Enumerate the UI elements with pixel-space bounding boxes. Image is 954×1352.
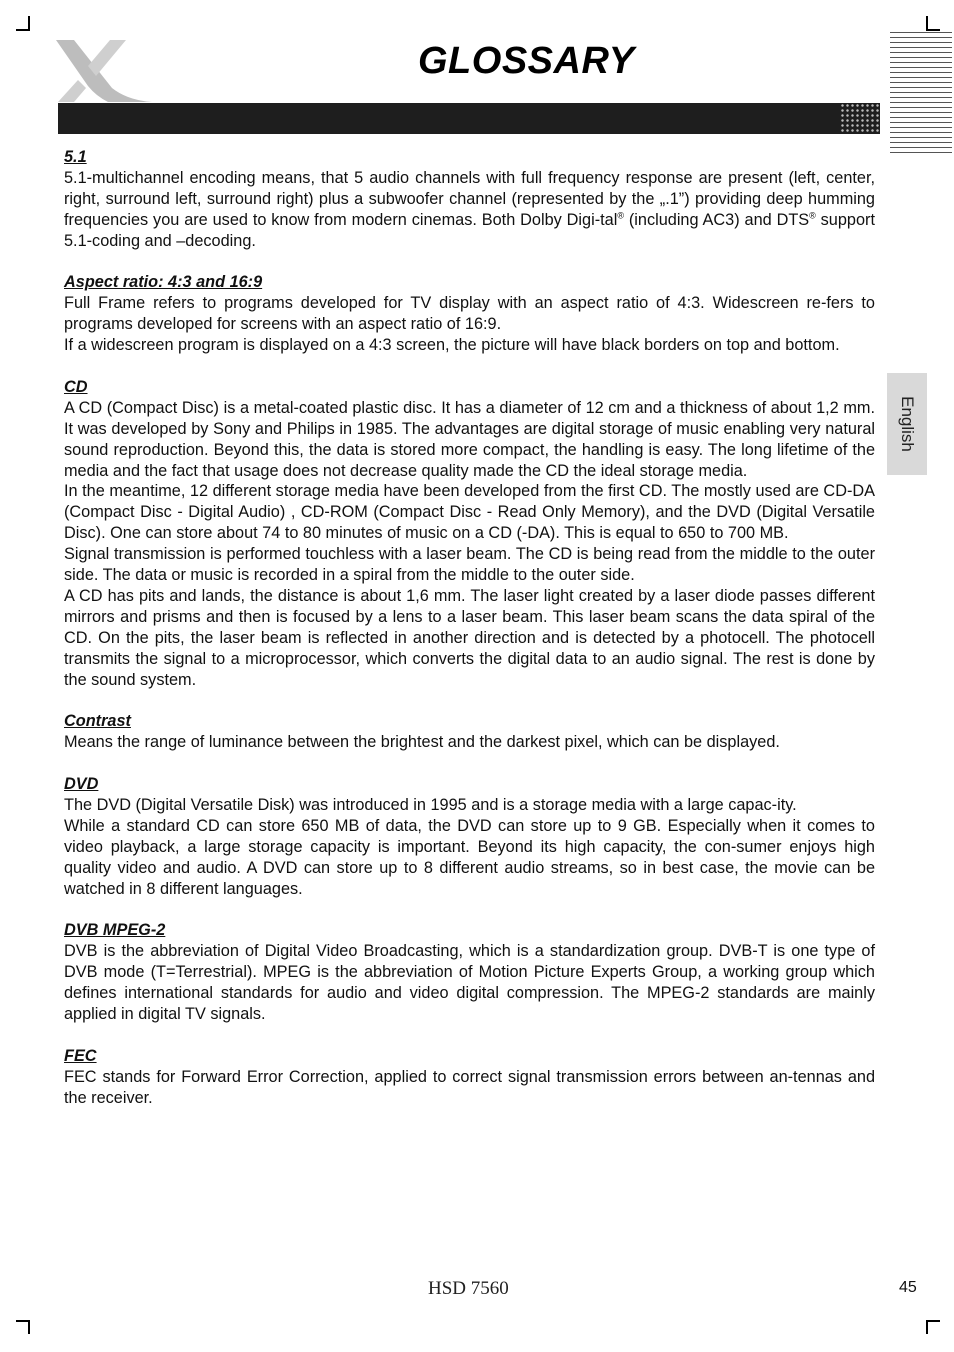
language-tab-label: English <box>898 396 917 452</box>
glossary-entry-dvb-mpeg2 <box>64 920 875 1025</box>
glossary-definition: FEC stands for Forward Error Correction, applied to correct signal transmission errors between an-tennas and the receiver. <box>64 1067 875 1107</box>
crop-mark-top-left-v <box>28 16 30 30</box>
glossary-definition: Full Frame refers to programs developed for TV display with an aspect ratio of 4:3. Widescreen re-fers to programs developed for screens with an aspect ratio of 16:9. <box>64 294 875 334</box>
glossary-entry-dvd <box>64 774 875 899</box>
header-bar <box>58 103 880 134</box>
glossary-content <box>64 147 875 1129</box>
crop-mark-bottom-left-v <box>28 1320 30 1334</box>
crop-mark-bottom-left-h <box>16 1320 30 1322</box>
glossary-entry-cd <box>64 377 875 691</box>
crop-mark-top-right-v <box>926 16 928 30</box>
glossary-entry-aspect-ratio <box>64 272 875 356</box>
x-brand-logo-icon <box>52 36 162 106</box>
glossary-entry-5-1 <box>64 147 875 252</box>
page-number: 45 <box>899 1279 917 1296</box>
glossary-definition: In the meantime, 12 different storage media have been developed from the first CD. The mostly used are CD-DA (Compact Disc - Digital Audio) , CD-ROM (Compact Disc - Read Only Memory), and the DVD (Digital Versatile Disc). One can store about 74 to 80 minutes of music on a CD (-DA). This is equal to 650 to 700 MB. <box>64 482 875 543</box>
side-stripe-decoration <box>890 32 952 158</box>
glossary-term: CD <box>64 377 88 396</box>
glossary-definition: If a widescreen program is displayed on a 4:3 screen, the picture will have black borders on top and bottom. <box>64 336 840 355</box>
glossary-entry-contrast <box>64 711 875 753</box>
glossary-definition: 5.1-multichannel encoding means, that 5 audio channels with full frequency response are present (left, center, right, surround left, surround right) plus a subwoofer channel (represented by the „.1”) providing deep humming frequencies you are used to know from modern cinemas. Both Dolby Digi-tal® (including AC3) and DTS® support 5.1-coding and –decoding. <box>64 168 875 250</box>
glossary-term: FEC <box>64 1046 97 1065</box>
crop-mark-top-left-h <box>16 29 30 31</box>
glossary-definition: DVB is the abbreviation of Digital Video Broadcasting, which is a standardization group. DVB-T is one type of DVB mode (T=Terrestrial). MPEG is the abbreviation of Motion Picture Experts Group, a working group which defines international standards for audio and video digital compression. The MPEG-2 standards are mainly applied in digital TV signals. <box>64 942 875 1024</box>
language-tab <box>887 373 927 475</box>
page-title: GLOSSARY <box>418 40 635 82</box>
glossary-definition: The DVD (Digital Versatile Disk) was introduced in 1995 and is a storage media with a large capac-ity. <box>64 796 797 815</box>
crop-mark-bottom-right-h <box>926 1320 940 1322</box>
glossary-entry-fec <box>64 1046 875 1109</box>
header-dot-pattern <box>840 103 880 134</box>
crop-mark-bottom-right-v <box>926 1320 928 1334</box>
glossary-term: DVB MPEG-2 <box>64 921 166 940</box>
glossary-term: Aspect ratio: 4:3 and 16:9 <box>64 273 263 292</box>
footer-model-name: HSD 7560 <box>428 1278 509 1299</box>
glossary-definition: While a standard CD can store 650 MB of data, the DVD can store up to 9 GB. Especially when it comes to video playback, a large storage capacity is important. Beyond its high capacity, the con-sumer enjoys high quality video and audio. A DVD can store up to 8 different audio streams, so in best case, the movie can be watched in 8 different languages. <box>64 816 875 898</box>
glossary-term: DVD <box>64 775 99 794</box>
glossary-term: 5.1 <box>64 148 87 166</box>
glossary-definition: A CD (Compact Disc) is a metal-coated plastic disc. It has a diameter of 12 cm and a thickness of about 1,2 mm. It was developed by Sony and Philips in 1985. The advantages are digital storage of music enabling very natural sound reproduction. Beyond this, the data is stored more compact, the handling is easy. The long lifetime of the media and the fact that usage does not decrease quality made the CD the ideal storage media. <box>64 398 875 480</box>
glossary-term: Contrast <box>64 712 131 731</box>
glossary-definition: Signal transmission is performed touchless with a laser beam. The CD is being read from the middle to the outer side. The data or music is recorded in a spiral from the middle to the outer side. <box>64 545 875 585</box>
glossary-definition: A CD has pits and lands, the distance is about 1,6 mm. The laser light created by a laser diode passes different mirrors and prisms and then is focused by a lens to a laser beam. This laser beam scans the data spiral of the CD. On the pits, the laser beam is reflected in another direction and is detected by a photocell. The photocell transmits the signal to a microprocessor, which converts the digital data to an audio signal. The rest is done by the sound system. <box>64 587 875 689</box>
glossary-definition: Means the range of luminance between the brightest and the darkest pixel, which can be displayed. <box>64 733 780 752</box>
crop-mark-top-right-h <box>926 29 940 31</box>
